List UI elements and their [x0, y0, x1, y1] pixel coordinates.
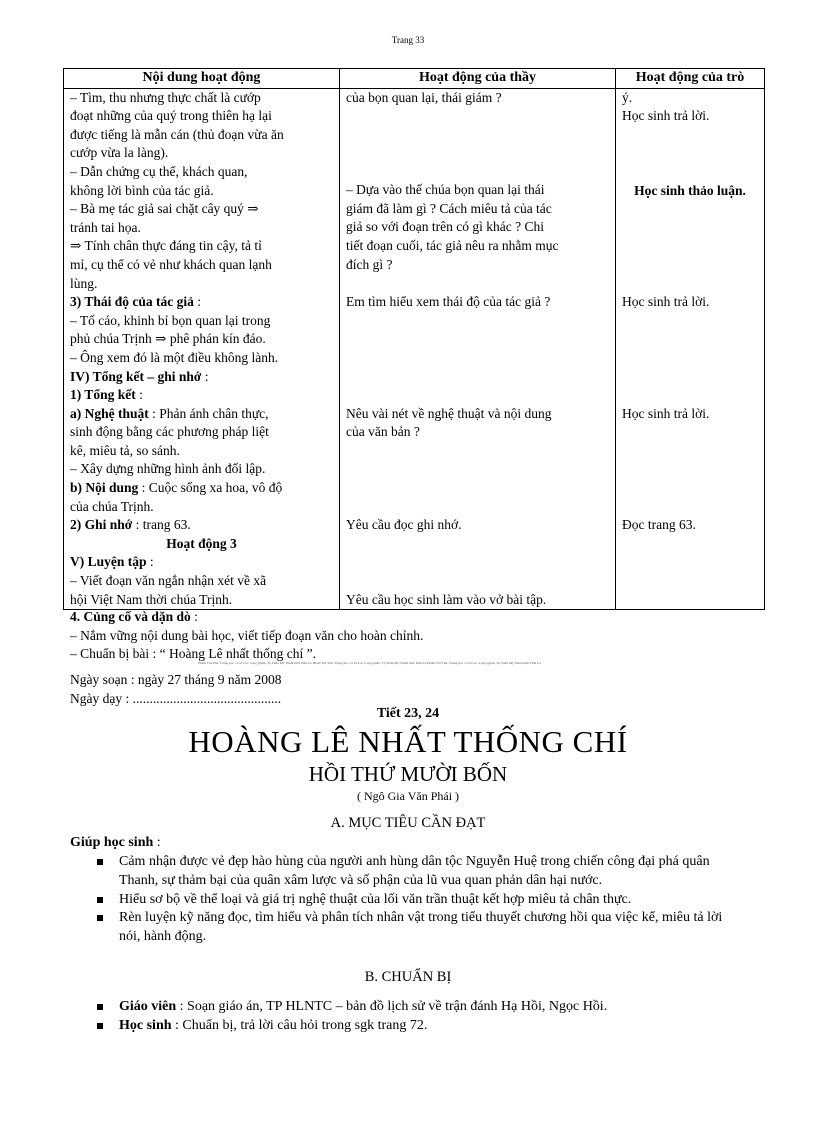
table-row	[64, 368, 765, 517]
table-row	[64, 516, 765, 610]
text-line: giám đã làm gì ? Cách miêu tả của tác	[346, 200, 552, 216]
heading-label: a) Nghệ thuật	[70, 405, 149, 421]
dates-block	[70, 670, 281, 708]
prep-label: Học sinh	[119, 1017, 172, 1033]
text-span: : Cuộc sống xa hoa, vô độ	[138, 480, 283, 496]
teacher-cell	[340, 293, 616, 367]
section-a-intro	[70, 835, 161, 851]
activity-heading: Hoạt động 3	[166, 535, 237, 551]
text-line: – Nắm vững nội dung bài học, viết tiếp đoạn văn cho hoàn chỉnh.	[70, 627, 424, 643]
text-line: của bọn quan lại, thái giám ?	[346, 89, 502, 105]
teacher-cell	[340, 516, 616, 610]
lesson-period: Tiết 23, 24	[376, 706, 440, 721]
bullet-square-icon	[97, 1023, 103, 1029]
text-line	[70, 293, 333, 312]
student-cell	[616, 293, 765, 367]
text-line: Học sinh trả lời.	[622, 108, 710, 124]
text-line: – Ông xem đó là một điều không lành.	[70, 349, 279, 365]
prep-text: : Chuẩn bị, trả lời câu hỏi trong sgk trang 72.	[171, 1017, 428, 1033]
table-row	[64, 88, 765, 293]
text-line	[70, 553, 333, 572]
text-line: đích gì ?	[346, 256, 393, 272]
list-item	[95, 891, 735, 910]
text-line: lùng.	[70, 275, 98, 291]
text-line: được tiếng là mẫn cán (thủ đoạn vừa ăn	[70, 126, 284, 142]
bullet-square-icon	[97, 1004, 103, 1010]
heading-label: b) Nội dung	[70, 480, 139, 496]
preparation-list	[95, 998, 735, 1036]
text-line: không lời bình của tác giả.	[70, 182, 214, 198]
text-line: Học sinh trả lời.	[622, 405, 710, 421]
goal-text: Hiểu sơ bộ về thể loại và giá trị nghệ thuật của lối văn trần thuật kết hợp miêu tả chân thực.	[119, 891, 632, 907]
header-teacher: Hoạt động của thầy	[340, 69, 616, 89]
lesson-title: HOÀNG LÊ NHẤT THỐNG CHÍ	[188, 724, 628, 759]
heading-label: 3) Thái độ của tác giả	[70, 294, 194, 310]
text-line: – Tìm, thu nhưng thực chất là cướp	[70, 89, 261, 105]
student-cell	[616, 516, 765, 610]
page-number: Trang 33	[391, 35, 425, 45]
consolidation-section	[70, 608, 770, 664]
text-line: – Xây dựng những hình ảnh đối lập.	[70, 461, 266, 477]
text-line: giả so với đoạn trên có gì khác ? Chi	[346, 219, 544, 235]
heading-label: 4. Củng cố và dặn dò	[70, 609, 191, 624]
prep-label: Giáo viên	[119, 999, 177, 1014]
teach-date: Ngày dạy : ............................................	[70, 691, 282, 706]
text-line	[70, 479, 333, 498]
heading-label: 2) Ghi nhớ	[70, 517, 133, 533]
text-line: tiết đoạn cuối, tác giả nêu ra nhằm mục	[346, 237, 559, 253]
footer-watermark-note: Phạm Thị Thu, Trung học cơ sở Lạc Long Quân, Tp Tuân Mỹ Thuật tình Tinh Lẻ Phạm Thị Thu, Trung học cơ sở Lạc Long Quân, Tp Tuân Mỹ Thuật tình Tinh Lẻ Phạm Thị Thu, Trung học cơ sở Lạc Long Quân, Tp Tuân Mỹ Thuật tình Tinh Lẻ	[198, 661, 541, 665]
text-line: của văn bản ?	[346, 424, 420, 440]
text-span: : Phản ánh chân thực,	[148, 405, 269, 421]
intro-suffix: :	[153, 835, 161, 850]
goal-text: Cảm nhận được vẻ đẹp hào hùng của người anh hùng dân tộc Nguyễn Huệ trong chiến công đại phá quân Thanh, sự thảm bại của quân xâm lược và số phận của lũ vua quan phản dân hại nước.	[119, 854, 710, 888]
text-line: của chúa Trịnh.	[70, 498, 154, 514]
text-line	[70, 368, 333, 387]
text-line: Em tìm hiểu xem thái độ của tác giả ?	[346, 294, 551, 310]
text-line: – Dựa vào thế chúa bọn quan lại thái	[346, 182, 545, 198]
text-line: – Bà mẹ tác giả sai chặt cây quý ⇒	[70, 201, 259, 217]
text-line: đoạt những của quý trong thiên hạ lại	[70, 108, 272, 124]
text-line: Đọc trang 63.	[622, 517, 696, 533]
lesson-author: ( Ngô Gia Văn Phái )	[356, 789, 460, 803]
text-line: ⇒ Tính chân thực đáng tin cậy, tả tỉ	[70, 238, 262, 254]
text-span: : trang 63.	[132, 517, 191, 533]
list-item	[95, 853, 735, 891]
heading-label: 1) Tổng kết	[70, 387, 136, 403]
heading-suffix: :	[193, 294, 202, 310]
text-line: Yêu cầu học sinh làm vào vở bài tập.	[346, 591, 547, 607]
lesson-activity-table	[63, 68, 765, 610]
heading-suffix: :	[190, 609, 198, 624]
text-line: cướp vừa la làng).	[70, 145, 169, 161]
student-cell	[616, 88, 765, 293]
text-line: – Viết đoạn văn ngắn nhận xét về xã	[70, 573, 267, 589]
text-line: Yêu cầu đọc ghi nhớ.	[346, 517, 462, 533]
prep-text: : Soạn giáo án, TP HLNTC – bản đồ lịch sử về trận đánh Hạ Hồi, Ngọc Hồi.	[176, 999, 608, 1014]
list-item	[95, 909, 735, 947]
heading-label: V) Luyện tập	[70, 554, 147, 570]
text-line: mỉ, cụ thể có vẻ như khách quan lạnh	[70, 256, 272, 272]
text-line: Học sinh trả lời.	[622, 294, 710, 310]
content-cell	[64, 293, 340, 367]
goal-text: Rèn luyện kỹ năng đọc, tìm hiểu và phân tích nhân vật trong tiểu thuyết chương hồi qua việc kể, miêu tả lời nói, hành động.	[119, 910, 723, 945]
text-line: kê, miêu tả, so sánh.	[70, 442, 180, 458]
list-item	[95, 998, 735, 1017]
section-b-title: B. CHUẨN BỊ	[364, 969, 452, 985]
text-line	[70, 516, 333, 535]
bullet-square-icon	[97, 897, 103, 903]
text-line: hội Việt Nam thời chúa Trịnh.	[70, 591, 233, 607]
student-cell	[616, 368, 765, 517]
list-item	[95, 1017, 735, 1036]
text-line	[70, 386, 333, 405]
text-line: – Tố cáo, khinh bỉ bọn quan lại trong	[70, 312, 271, 328]
text-line: – Dẫn chứng cụ thể, khách quan,	[70, 163, 248, 179]
bullet-square-icon	[97, 859, 103, 865]
table-header-row	[64, 69, 765, 89]
heading-label: IV) Tổng kết – ghi nhớ	[70, 368, 202, 384]
teacher-cell	[340, 368, 616, 517]
text-line	[70, 405, 333, 424]
heading-suffix: :	[146, 554, 154, 570]
header-student: Hoạt động của trò	[616, 69, 765, 89]
goals-list	[95, 853, 735, 947]
bullet-square-icon	[97, 915, 103, 921]
text-line: ý.	[622, 89, 633, 105]
text-line: phủ chúa Trịnh ⇒ phê phán kín đáo.	[70, 331, 266, 347]
lesson-subtitle: HỒI THỨ MƯỜI BỐN	[308, 762, 508, 786]
intro-label: Giúp học sinh	[70, 835, 154, 850]
consolidation-heading	[70, 608, 770, 627]
section-a-title: A. MỤC TIÊU CẦN ĐẠT	[330, 815, 486, 831]
content-cell	[64, 516, 340, 610]
header-content: Nội dung hoạt động	[64, 69, 340, 89]
heading-suffix: :	[201, 368, 209, 384]
teacher-cell	[340, 88, 616, 293]
text-line: Nêu vài nét về nghệ thuật và nội dung	[346, 405, 552, 421]
content-cell	[64, 368, 340, 517]
prep-date: Ngày soạn : ngày 27 tháng 9 năm 2008	[70, 672, 282, 687]
text-line: – Chuẩn bị bài : “ Hoàng Lê nhất thống chí ”.	[70, 646, 316, 662]
heading-suffix: :	[135, 387, 143, 403]
text-line: sinh động bằng các phương pháp liệt	[70, 424, 269, 440]
text-line: Học sinh thảo luận.	[634, 182, 746, 198]
table-row	[64, 293, 765, 367]
content-cell	[64, 88, 340, 293]
text-line: tránh tai họa.	[70, 219, 141, 235]
